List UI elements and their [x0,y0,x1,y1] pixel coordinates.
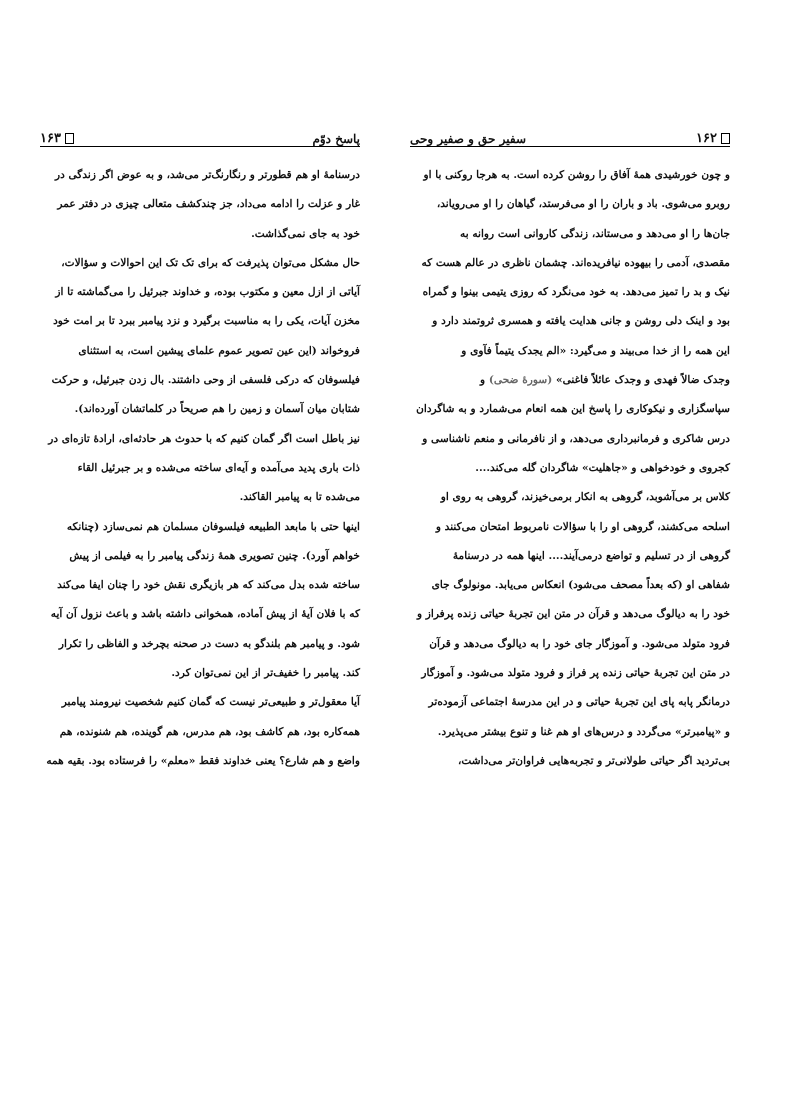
text-line: و «پیامبرتر» می‌گردد و درس‌های او هم غنا و تنوع بیشتر می‌پذیرد. [437,725,730,738]
text-line: که با فلان آیهٔ از پیش آماده، همخوانی داشته باشد و باعث نزول آن آیه [50,608,360,621]
text-line: فیلسوفان که درکی فلسفی از وحی داشتند. بال زدن جبرئیل، و حرکت [51,374,360,387]
surah-reference: (سورهٔ ضحی) [488,374,553,387]
text-line: فروخواند (این عین تصویر عموم علمای پیشین است، به استثنای [78,344,360,357]
text-line: آیاتی از ازل معین و مکتوب بوده، و خداوند جبرئیل را می‌گماشته تا از [55,286,360,299]
text-line: سپاسگزاری و نیکوکاری را پاسخ این همه انعام می‌شمارد و به شاگردان [416,403,730,416]
page-163 [40,120,360,776]
text-line: شتابان میان آسمان و زمین را هم صریحاً در کلماتشان آورده‌اند). [74,403,360,416]
text-line: این همه را از خدا می‌بیند و می‌گیرد: «الم یجدک یتیماً فآوی و [461,344,730,357]
text-line: جان‌ها را او می‌دهد و می‌ستاند، زندگی کاروانی است روانه به [460,227,730,240]
text-line: گروهی از در تسلیم و تواضع درمی‌آیند.... اینها همه در درسنامهٔ [452,549,730,562]
text-line: و چون خورشیدی همهٔ آفاق را روشن کرده است. به هرجا روکنی با او [423,169,730,181]
text-line: ساخته شده بدل می‌کند که هر بازیگری نقش خود را چنان ایفا می‌کند [57,579,360,592]
page-number: ۱۶۲ [696,131,730,146]
body-text [40,161,360,776]
text-line: درس شاکری و فرمانبرداری می‌دهد، و از نافرمانی و منعم ناشناسی و [422,432,730,445]
text-line: شود. و پیامبر هم بلندگو به دست در صحنه بچرخد و الفاظی را تکرار [58,637,360,650]
text-line: کند. پیامبر را خفیف‌تر از این نمی‌توان کرد. [171,667,360,680]
page-header [40,120,360,147]
text-line: فرود متولد می‌شود. و آموزگار جای خود را به دیالوگ می‌دهد و قرآن [429,637,730,650]
text-line: مقصدی، آدمی را بیهوده نیافریده‌اند. چشمان ناظری در عالم هست که [421,256,730,269]
text-line: کلاس بر می‌آشوبد، گروهی به انکار برمی‌خیزند، گروهی به روی او [440,491,730,504]
text-line: ذات باری پدید می‌آمده و آیه‌ای ساخته می‌شده و بر جبرئیل القاء [77,461,360,474]
text-line: می‌شده تا به پیامبر القاکند. [239,491,360,504]
text-line: مخزن آیات، یکی را به مناسبت برگیرد و نزد پیامبر ببرد تا بر امت خود [53,315,360,328]
text-line: درسنامهٔ او هم قطورتر و رنگارنگ‌تر می‌شد، و به عوض اگر زندگی در [54,169,360,181]
text-line: بی‌تردید اگر حیاتی طولانی‌تر و تجربه‌هایی فراوان‌تر می‌داشت، [457,754,730,767]
text-line: اسلحه می‌کشند، گروهی او را با سؤالات نامربوط امتحان می‌کنند و [435,520,730,533]
text-line: در متن این تجربهٔ حیاتی زنده پر فراز و فرود متولد می‌شود. و آموزگار [421,667,730,680]
conjunction: و [480,374,486,387]
text-line: کجروی و خودخواهی و «جاهلیت» شاگردان گله می‌کند.... [475,461,730,474]
page-header [410,120,730,147]
text-line: خواهم آورد). چنین تصویری همهٔ زندگی پیامبر را به فیلمی از پیش [69,549,360,562]
body-text [410,161,730,776]
text-line: واضع و هم شارع؟ یعنی خداوند فقط «معلم» را فرستاده بود. بقیه همه [46,754,360,767]
text-line: درمانگر پابه پای این تجربهٔ حیاتی و در این مدرسهٔ اجتماعی آزموده‌تر [428,696,730,709]
text-line: غار و عزلت را ادامه می‌داد، جز چندکشف متعالی چیزی در دفتر عمر [57,198,360,211]
running-title: پاسخ دوّم [312,132,360,146]
page-number: ۱۶۳ [40,131,74,146]
quran-quote: وجدک ضالاً فهدی و وجدک عائلاً فاغنی» [555,374,730,387]
text-line: نیک و بد را تمیز می‌دهد. به خود می‌نگرد که روزی یتیمی بینوا و گمراه [422,286,730,299]
square-icon [721,133,730,144]
text-line: بود و اینک دلی روشن و جانی هدایت یافته و همسری ثروتمند دارد و [432,315,730,328]
text-line: حال مشکل می‌توان پذیرفت که برای تک تک این احوالات و سؤالات، [61,256,360,269]
text-line: همه‌کاره بود، هم کاشف بود، هم مدرس، هم گوینده، هم شنونده، هم [59,725,360,738]
text-line: اینها حتی با مابعد الطبیعه فیلسوفان مسلمان هم نمی‌سازد (چنانکه [66,520,360,533]
text-line: شفاهی او (که بعداً مصحف می‌شود) انعکاس می‌یابد. مونولوگ جای [431,579,730,592]
square-icon [65,133,74,144]
text-line: آیا معقول‌تر و طبیعی‌تر نیست که گمان کنیم شخصیت نیرومند پیامبر [61,696,360,709]
text-line: خود به جای نمی‌گذاشت. [251,227,360,240]
text-line: نیز باطل است اگر گمان کنیم که با حدوث هر حادثه‌ای، ارادهٔ تازه‌ای در [48,432,360,445]
text-line: خود را به دیالوگ می‌دهد و قرآن در متن این تجربهٔ حیاتی زنده پرفراز و [416,608,730,621]
page-162 [410,120,730,776]
running-title: سفیر حق و صفیر وحی [410,132,527,146]
text-line-quote [410,366,730,395]
text-line: روبرو می‌شوی. باد و باران را او می‌فرستد، گیاهان را او می‌رویاند، [436,198,730,211]
